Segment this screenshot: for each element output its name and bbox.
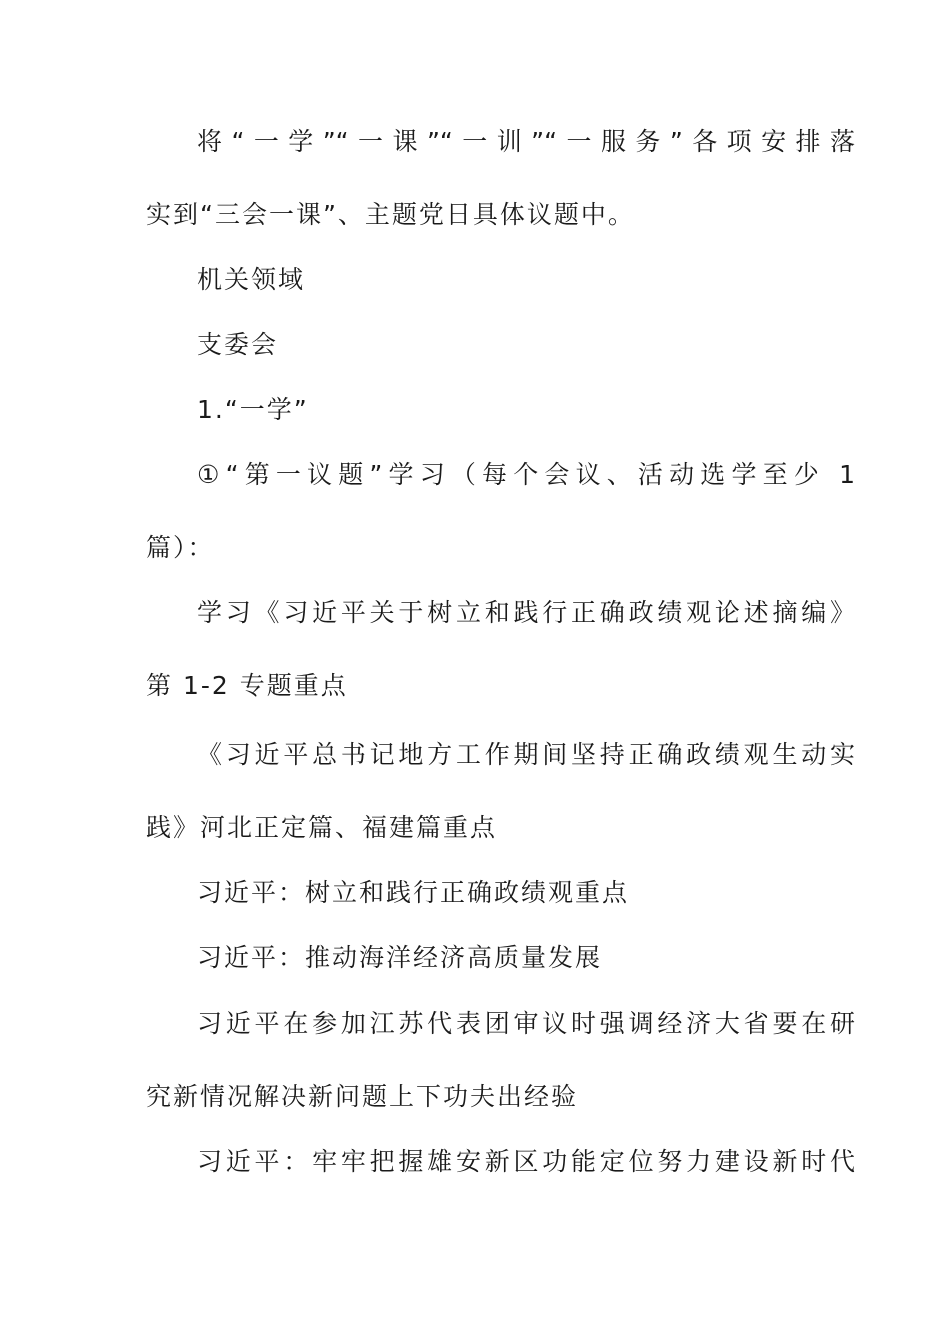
paragraph-line-2: 实到“三会一课”、主题党日具体议题中。 <box>146 200 635 229</box>
study-item-4: 习近平：推动海洋经济高质量发展 <box>197 943 603 972</box>
paragraph-line-7: 篇）： <box>146 533 215 562</box>
study-item-6-line-1: 习近平：牢牢把握雄安新区功能定位努力建设新时代 <box>197 1147 855 1176</box>
study-item-1-line-1: 学习《习近平关于树立和践行正确政绩观论述摘编》 <box>197 598 855 627</box>
study-item-5-line-1: 习近平在参加江苏代表团审议时强调经济大省要在研 <box>197 1009 855 1038</box>
heading-branch-committee: 支委会 <box>197 330 279 359</box>
paragraph-line-6: ①“第一议题”学习（每个会议、活动选学至少 1 <box>197 460 855 489</box>
paragraph-line-1: 将“一学”“一课”“一训”“一服务”各项安排落 <box>197 127 855 156</box>
study-item-5-line-2: 究新情况解决新问题上下功夫出经验 <box>146 1082 579 1111</box>
heading-organ-domain: 机关领域 <box>197 265 306 294</box>
study-item-2-line-2: 践》河北正定篇、福建篇重点 <box>146 813 498 842</box>
study-item-3: 习近平：树立和践行正确政绩观重点 <box>197 878 630 907</box>
heading-item-one-study: 1.“一学” <box>197 395 309 424</box>
study-item-1-line-2: 第 1-2 专题重点 <box>146 671 348 700</box>
study-item-2-line-1: 《习近平总书记地方工作期间坚持正确政绩观生动实 <box>197 740 855 769</box>
